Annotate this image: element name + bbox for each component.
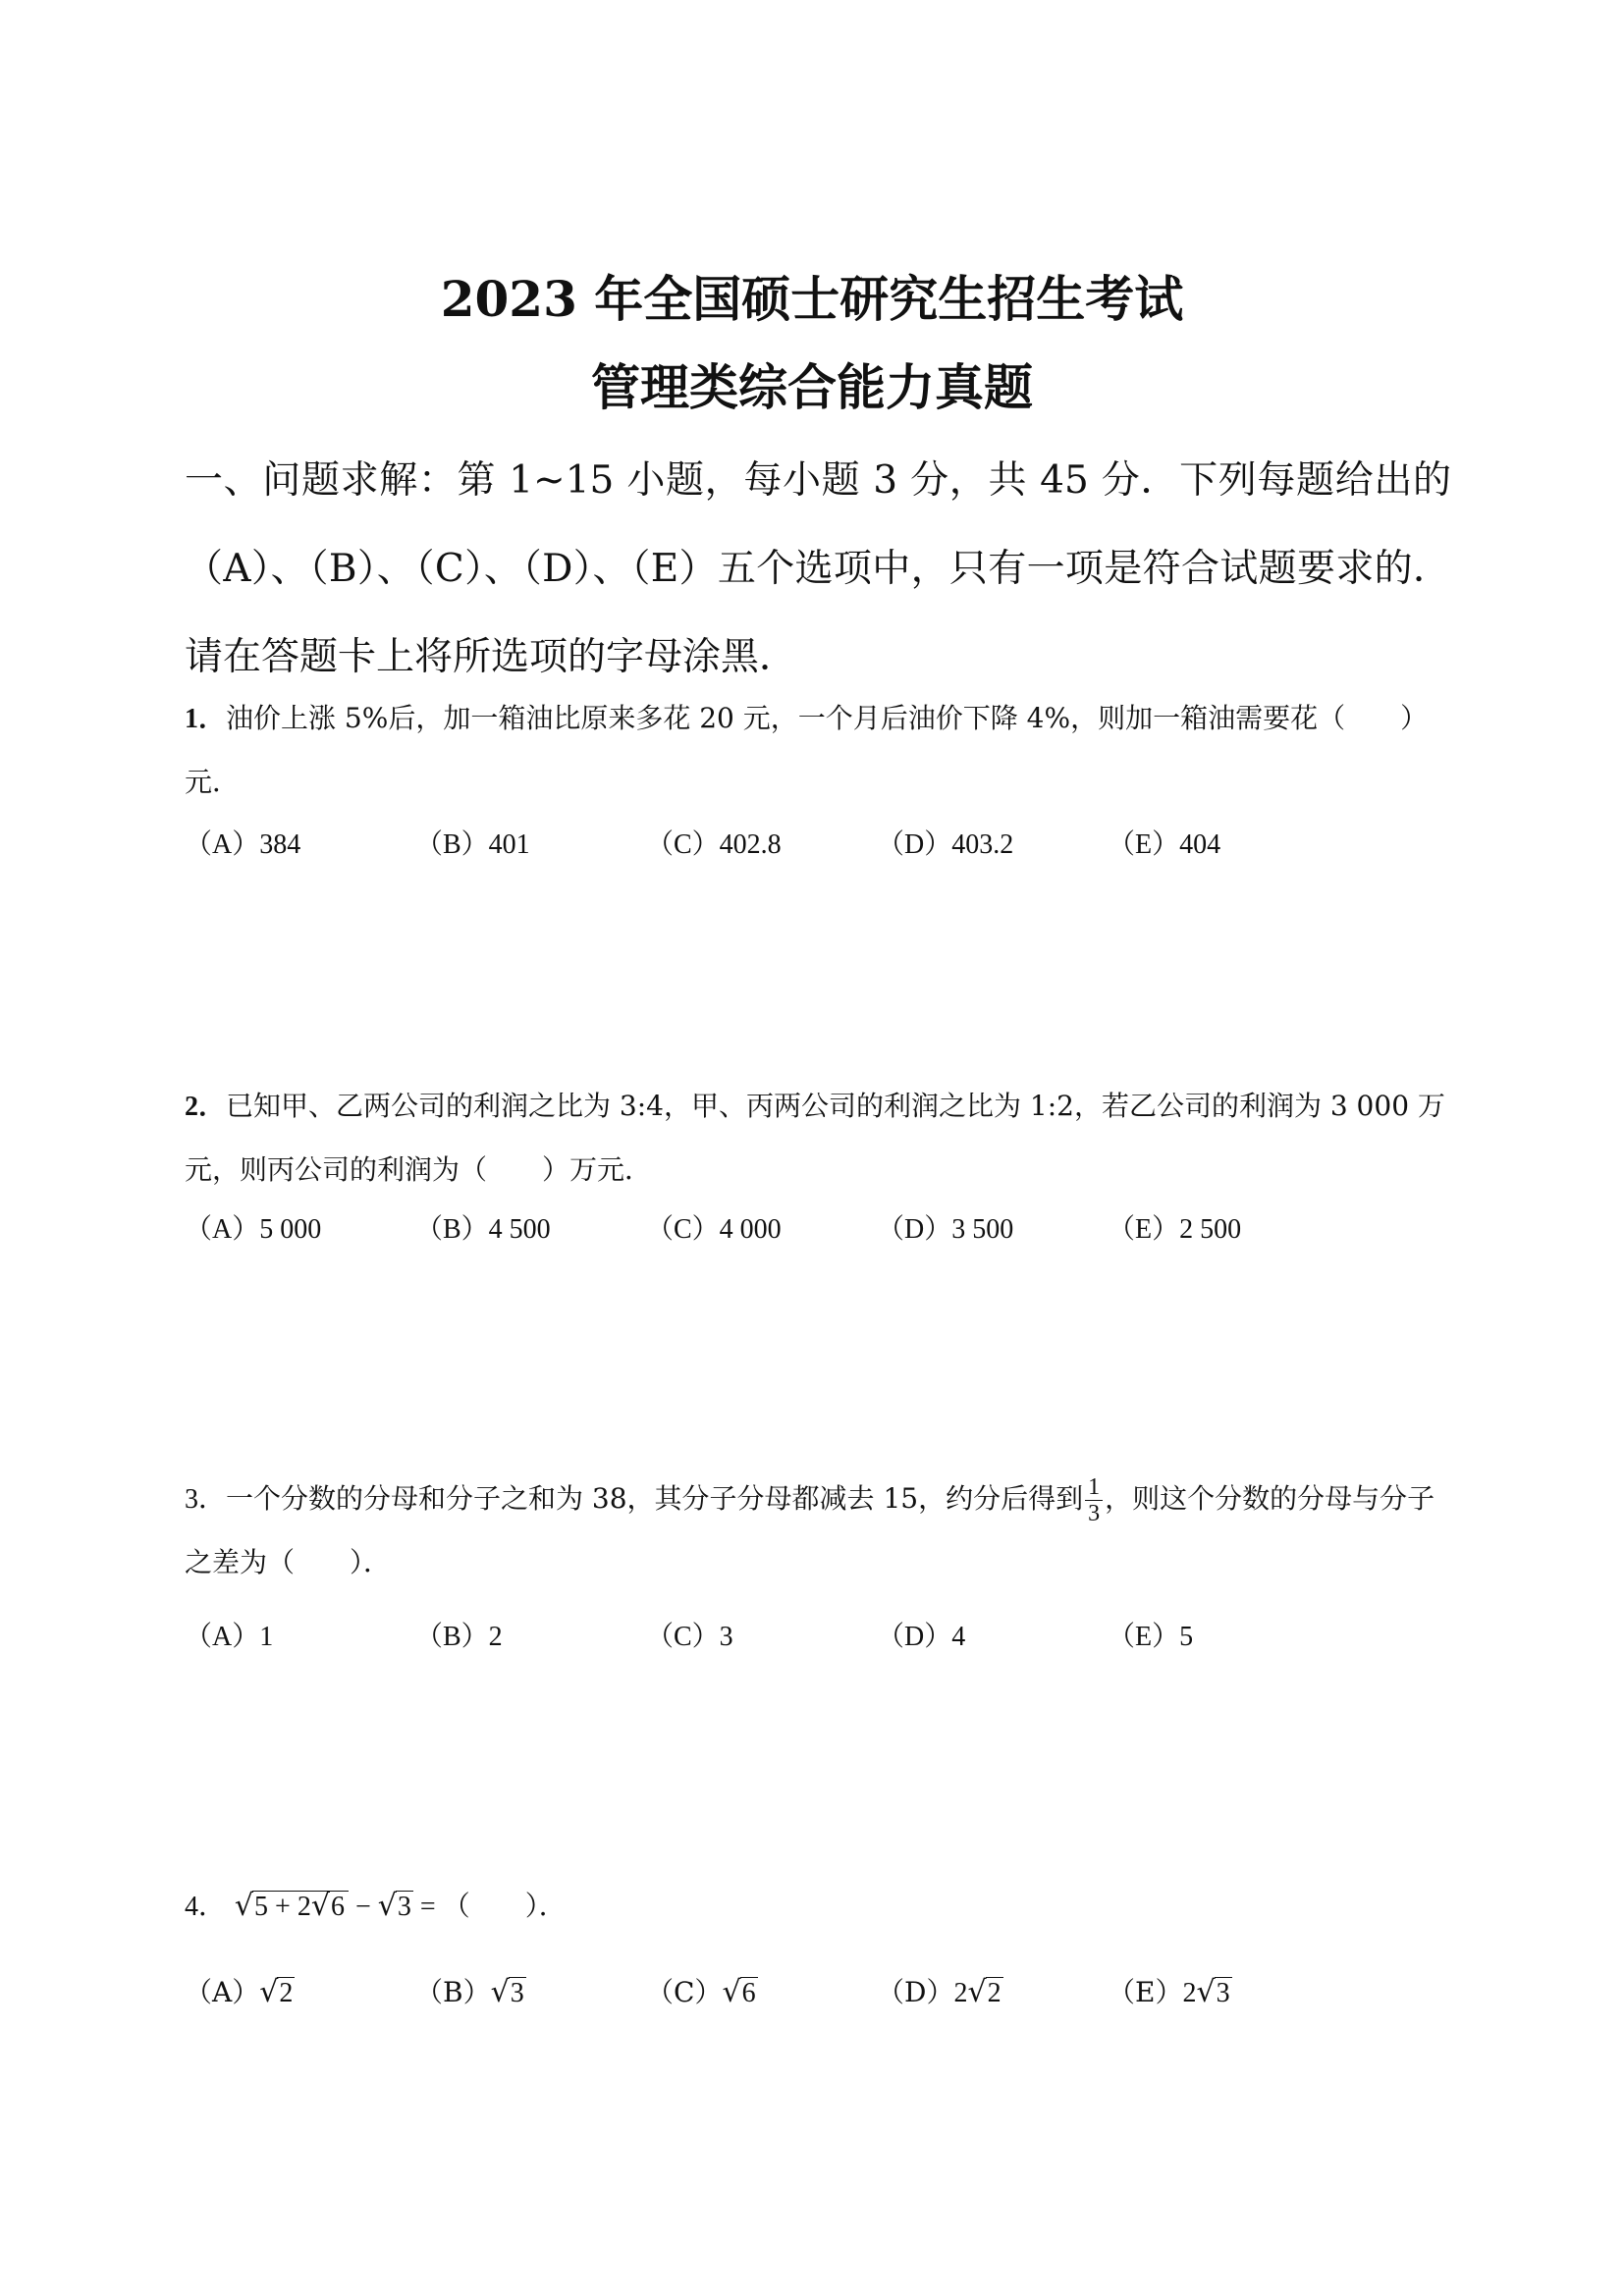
option-b: （B）4 500 <box>415 1214 551 1245</box>
option-e: （E）404 <box>1108 829 1221 860</box>
option-label: （C） <box>646 1976 723 2008</box>
page-subtitle: 管理类综合能力真题 <box>591 358 1033 416</box>
outer-radical: √5 + 2√6 <box>235 1875 349 1939</box>
options-question-1 <box>185 823 1451 872</box>
option-label: （A） <box>185 1976 260 2008</box>
option-b: （B）401 <box>415 829 530 860</box>
sqrt3-radical: √3 <box>377 1889 411 1923</box>
option-radical: √6 <box>722 1975 756 2009</box>
radicand-prefix: 5 + 2 <box>254 1892 311 1922</box>
option-c: （C）4 000 <box>646 1214 782 1245</box>
question-4 <box>185 1875 1451 1939</box>
question-text-before: 一个分数的分母和分子之和为 38，其分子分母都减去 15，约分后得到 <box>226 1482 1084 1515</box>
fraction-denominator: 3 <box>1088 1501 1101 1526</box>
page-title: 2023 年全国硕士研究生招生考试 <box>440 270 1184 328</box>
option-radicand: 2 <box>987 1978 1001 2008</box>
option-radical: √3 <box>490 1975 524 2009</box>
option-b: （B）2 <box>415 1622 503 1652</box>
equals-sign: = <box>412 1892 443 1922</box>
fraction-numerator: 1 <box>1085 1474 1103 1501</box>
option-radical: √2 <box>259 1975 294 2009</box>
option-a <box>185 1971 295 2010</box>
question-text: 已知甲、乙两公司的利润之比为 3:4，甲、丙两公司的利润之比为 1:2，若乙公司的利润为 3 000 万元，则丙公司的利润为（ ）万元． <box>185 1090 1445 1186</box>
fraction <box>1085 1474 1103 1526</box>
option-d: （D）3 500 <box>877 1214 1014 1245</box>
option-c: （C）3 <box>646 1622 733 1652</box>
question-1 <box>185 687 1451 814</box>
option-label: （B） <box>415 1976 491 2008</box>
option-radicand: 3 <box>510 1978 524 2008</box>
option-radical: √3 <box>1196 1975 1230 2009</box>
option-label: （D） <box>877 1976 954 2008</box>
option-coef: 2 <box>953 1978 968 2008</box>
options-question-3 <box>185 1615 1451 1664</box>
options-question-2 <box>185 1207 1451 1256</box>
question-text: 油价上涨 5%后，加一箱油比原来多花 20 元，一个月后油价下降 4%，则加一箱油需要花（ ）元． <box>185 702 1429 798</box>
question-number: 4． <box>185 1892 227 1922</box>
option-a: （A）1 <box>185 1622 274 1652</box>
option-e: （E）5 <box>1108 1622 1194 1652</box>
section-instructions: 一、问题求解：第 1~15 小题，每小题 3 分，共 45 分．下列每题给出的（A）、（B）、（C）、（D）、（E）五个选项中，只有一项是符合试题要求的．请在答题卡上将所选项的字母涂黑． <box>185 458 1451 679</box>
options-question-4 <box>185 1971 1451 2020</box>
option-e: （E）2 500 <box>1108 1214 1242 1245</box>
option-radical: √2 <box>967 1975 1001 2009</box>
question-text-after: ，则这个分数的分母与分子之差为（ ）． <box>185 1482 1435 1578</box>
option-d: （D）403.2 <box>877 829 1014 860</box>
minus-sign: − <box>348 1892 378 1922</box>
question-3 <box>185 1468 1451 1594</box>
inner-radicand: 6 <box>330 1892 345 1922</box>
inner-radical: √6 <box>310 1889 345 1923</box>
option-b <box>415 1971 526 2010</box>
option-a: （A）5 000 <box>185 1214 322 1245</box>
option-c: （C）402.8 <box>646 829 782 860</box>
option-radicand: 6 <box>741 1978 756 2008</box>
question-text-after: （ ）． <box>442 1890 567 1922</box>
option-d <box>877 1971 1003 2010</box>
question-number: 3． <box>185 1484 227 1515</box>
option-a: （A）384 <box>185 829 301 860</box>
option-coef: 2 <box>1182 1978 1197 2008</box>
question-number: 2． <box>185 1092 227 1122</box>
option-label: （E） <box>1108 1976 1183 2008</box>
option-radicand: 3 <box>1216 1978 1230 2008</box>
sqrt3-radicand: 3 <box>397 1892 411 1922</box>
option-d: （D）4 <box>877 1622 966 1652</box>
question-number: 1． <box>185 704 227 734</box>
option-e <box>1108 1971 1232 2010</box>
option-c <box>646 1971 758 2010</box>
question-2 <box>185 1075 1451 1201</box>
option-radicand: 2 <box>279 1978 294 2008</box>
